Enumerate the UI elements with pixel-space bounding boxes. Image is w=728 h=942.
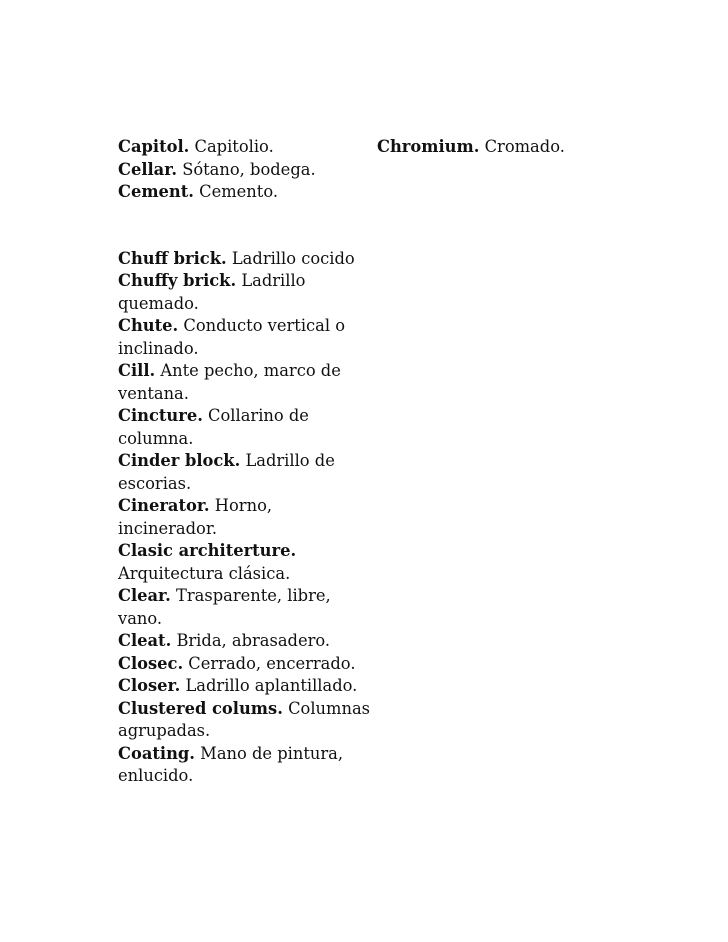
left-column xyxy=(118,136,370,788)
entry-definition: Conducto vertical o inclinado. xyxy=(118,316,346,358)
entry-definition: Brida, abrasadero. xyxy=(176,631,331,650)
glossary-entry xyxy=(377,136,637,159)
entry-term: Cincture. xyxy=(118,406,203,425)
entry-term: Cleat. xyxy=(118,631,172,650)
entry-term: Closer. xyxy=(118,676,181,695)
glossary-entry xyxy=(118,540,370,585)
entry-group-2 xyxy=(118,248,370,788)
glossary-entry xyxy=(118,630,370,653)
entry-term: Chuffy brick. xyxy=(118,271,237,290)
entry-group-1 xyxy=(118,136,370,204)
entry-definition: Capitolio. xyxy=(194,137,274,156)
entry-term: Chromium. xyxy=(377,137,480,156)
glossary-entry xyxy=(118,743,370,788)
glossary-entry xyxy=(118,405,370,450)
glossary-entry xyxy=(118,315,370,360)
glossary-entry xyxy=(118,450,370,495)
entry-definition: Columnas agrupadas. xyxy=(118,698,371,740)
entry-definition: Ante pecho, marco de ventana. xyxy=(118,361,341,403)
entry-definition: Arquitectura clásica. xyxy=(118,563,291,583)
entry-definition: Ladrillo cocido xyxy=(231,248,355,268)
entry-term: Cinerator. xyxy=(118,496,210,515)
entry-term: Clustered colums. xyxy=(118,698,283,718)
glossary-entry xyxy=(118,360,370,405)
entry-term: Capitol. xyxy=(118,137,190,156)
entry-definition: Collarino de columna. xyxy=(118,406,309,448)
entry-term: Coating. xyxy=(118,743,195,763)
entry-term: Cinder block. xyxy=(118,451,241,470)
entry-definition: Ladrillo quemado. xyxy=(118,271,306,313)
glossary-entry xyxy=(118,248,370,271)
entry-definition: Trasparente, libre, vano. xyxy=(118,586,331,628)
glossary-entry xyxy=(118,495,370,540)
entry-term: Cellar. xyxy=(118,159,177,179)
entry-definition: Cemento. xyxy=(199,182,279,201)
entry-term: Closec. xyxy=(118,653,184,673)
glossary-entry xyxy=(118,136,370,159)
entry-term: Chute. xyxy=(118,316,179,335)
entry-term: Clasic architerture. xyxy=(118,541,297,560)
entry-term: Cement. xyxy=(118,182,194,201)
glossary-entry xyxy=(118,585,370,630)
entry-definition: Horno, incinerador. xyxy=(118,496,273,538)
right-column xyxy=(377,136,637,159)
group-spacer xyxy=(118,204,370,248)
entry-term: Clear. xyxy=(118,586,171,605)
entry-term: Cill. xyxy=(118,361,156,380)
glossary-entry xyxy=(118,675,370,698)
entry-definition: Ladrillo de escorias. xyxy=(118,451,335,493)
glossary-entry xyxy=(118,653,370,676)
entry-definition: Ladrillo aplantillado. xyxy=(185,676,358,695)
glossary-entry xyxy=(118,159,370,182)
glossary-entry xyxy=(118,181,370,204)
entry-term: Chuff brick. xyxy=(118,248,227,268)
entry-definition: Cromado. xyxy=(484,137,565,156)
glossary-entry xyxy=(118,270,370,315)
entry-definition: Mano de pintura, enlucido. xyxy=(118,743,344,785)
glossary-entry xyxy=(118,698,370,743)
entry-definition: Cerrado, encerrado. xyxy=(188,653,356,673)
entry-definition: Sótano, bodega. xyxy=(182,159,316,179)
